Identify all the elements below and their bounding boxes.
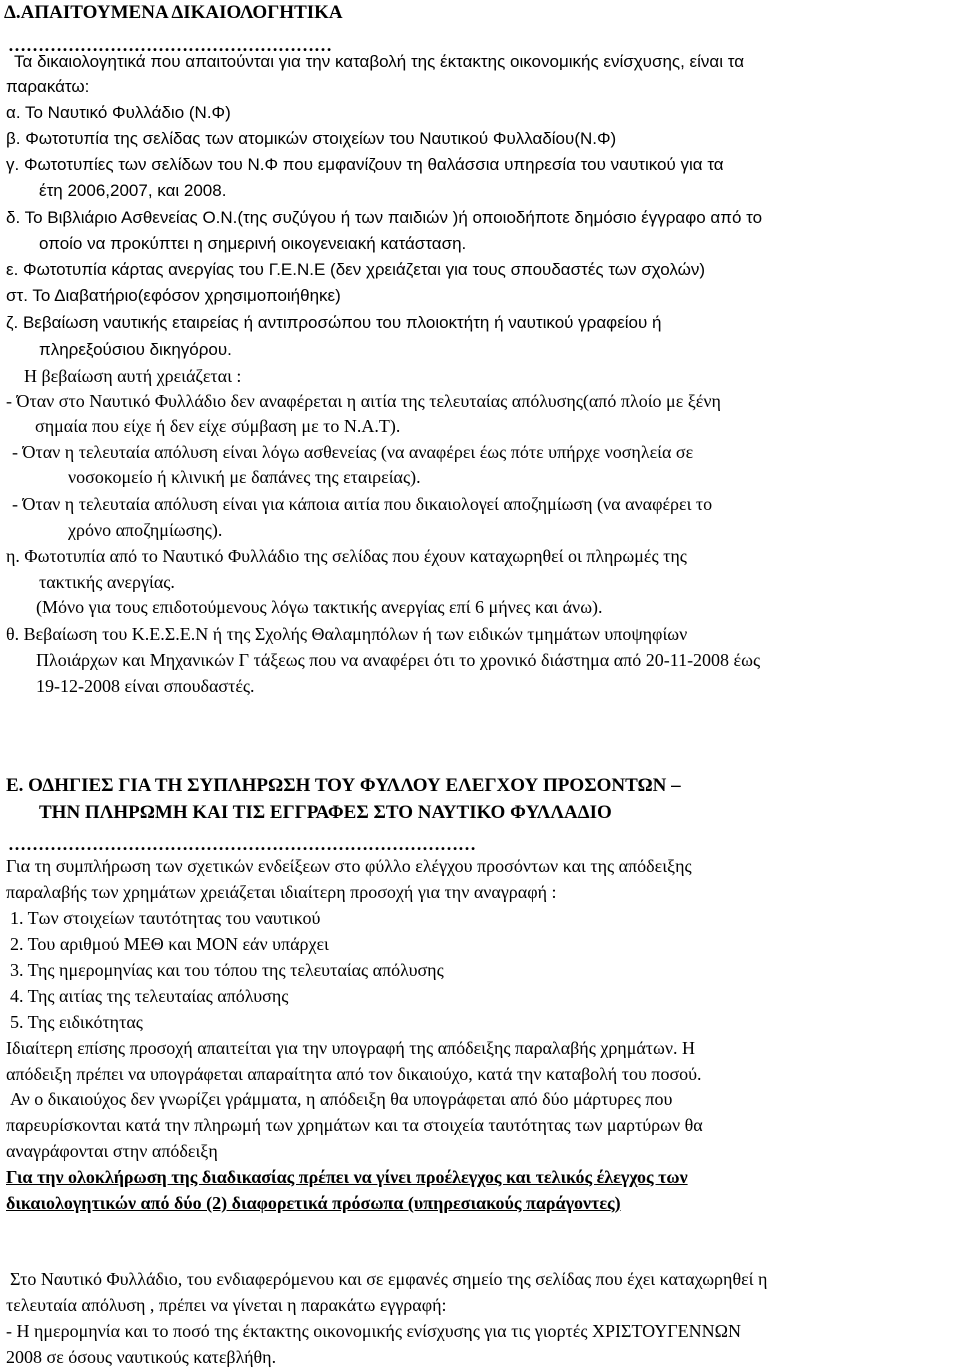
list-item-d: δ. Το Βιβλιάριο Ασθενείας Ο.Ν.(της συζύγου ή των παιδιών )ή οποιοδήποτε δημόσιο έγγραφο από το [6, 208, 763, 227]
list-item-z: ζ. Βεβαίωση ναυτικής εταιρείας ή αντιπροσώπου του πλοιοκτήτη ή ναυτικού γραφείου ή [6, 313, 662, 332]
list-item-th-continuation: Πλοιάρχων και Μηχανικών Γ τάξεως που να αναφέρει ότι το χρονικό διάστημα από 20-11-2008 έως [36, 650, 761, 670]
paragraph-line: Αν ο δικαιούχος δεν γνωρίζει γράμματα, η απόδειξη θα υπογράφεται από δύο μάρτυρες που [10, 1089, 673, 1109]
list-item-z-continuation: πληρεξούσιου δικηγόρου. [39, 340, 232, 359]
paragraph-line: Για τη συμπλήρωση των σχετικών ενδείξεων στο φύλλο ελέγχου προσόντων και της απόδειξης [6, 856, 692, 876]
paragraph-line: αναγράφονται στην απόδειξη [6, 1141, 218, 1161]
list-item-d-continuation: οποίο να προκύπτει η σημερινή οικογενειακή κατάσταση. [39, 234, 467, 253]
list-item-b: β. Φωτοτυπία της σελίδας των ατομικών στοιχείων του Ναυτικού Φυλλαδίου(Ν.Φ) [6, 129, 617, 148]
certificate-note: Η βεβαίωση αυτή χρειάζεται : [24, 366, 242, 386]
dotted-separator: …………………………………………………………………… [8, 834, 476, 854]
paragraph-line: Ιδιαίτερη επίσης προσοχή απαιτείται για την υπογραφή της απόδειξης παραλαβής χρημάτων. Η [6, 1038, 696, 1058]
paragraph-line: παραλαβής των χρημάτων χρειάζεται ιδιαίτερη προσοχή για την αναγραφή : [6, 882, 557, 902]
numbered-item: 3. Της ημερομηνίας και του τόπου της τελευταίας απόλυσης [10, 960, 444, 980]
list-item-h-continuation: τακτικής ανεργίας. [39, 572, 175, 592]
section-d-title: Δ.ΑΠΑΙΤΟΥΜΕΝΑ ΔΙΚΑΙΟΛΟΓΗΤΙΚΑ [4, 2, 343, 23]
paragraph-line: απόδειξη πρέπει να υπογράφεται απαραίτητα από τον δικαιούχο, κατά την καταβολή του ποσού. [6, 1064, 702, 1084]
paragraph-line: 2008 σε όσους ναυτικούς κατεβλήθη. [6, 1347, 277, 1367]
list-item-a: α. Το Ναυτικό Φυλλάδιο (Ν.Φ) [6, 103, 231, 122]
case-line: χρόνο αποζημίωσης). [68, 520, 223, 540]
paragraph-line: παρευρίσκονται κατά την πληρωμή των χρημάτων και τα στοιχεία ταυτότητας των μαρτύρων θα [6, 1115, 703, 1135]
section-e-title-continuation: ΤΗΝ ΠΛΗΡΩΜΗ ΚΑΙ ΤΙΣ ΕΓΓΡΑΦΕΣ ΣΤΟ ΝΑΥΤΙΚΟ ΦΥΛΛΑΔΙΟ [39, 802, 612, 823]
paragraph-line: - Η ημερομηνία και το ποσό της έκτακτης οικονομικής ενίσχυσης για τις γιορτές ΧΡΙΣΤΟΥΓΕΝΝΩΝ [6, 1321, 742, 1341]
numbered-item: 2. Του αριθμού ΜΕΘ και ΜΟΝ εάν υπάρχει [10, 934, 329, 954]
case-line: - Όταν στο Ναυτικό Φυλλάδιο δεν αναφέρεται η αιτία της τελευταίας απόλυσης(από πλοίο με ξένη [6, 391, 721, 411]
paragraph-line: τελευταία απόλυση , πρέπει να γίνεται η παρακάτω εγγραφή: [6, 1295, 447, 1315]
bold-underlined-note: Για την ολοκλήρωση της διαδικασίας πρέπει να γίνει προέλεγχος και τελικός έλεγχος των [6, 1167, 688, 1187]
dotted-separator: ……………………………………………… [8, 35, 332, 55]
list-item-th: θ. Βεβαίωση του Κ.Ε.Σ.Ε.Ν ή της Σχολής Θαλαμηπόλων ή των ειδικών τμημάτων υποψηφίων [6, 624, 688, 644]
section-e-title: Ε. ΟΔΗΓΙΕΣ ΓΙΑ ΤΗ ΣΥΠΛΗΡΩΣΗ ΤΟΥ ΦΥΛΛΟΥ ΕΛΕΓΧΟΥ ΠΡΟΣΟΝΤΩΝ – [6, 775, 681, 796]
case-line: σημαία που είχε ή δεν είχε σύμβαση με το Ν.Α.Τ). [35, 416, 401, 436]
list-item-h-note: (Μόνο για τους επιδοτούμενους λόγω τακτικής ανεργίας επί 6 μήνες και άνω). [36, 597, 603, 617]
intro-line: Τα δικαιολογητικά που απαιτούνται για την καταβολή της έκτακτης οικονομικής ενίσχυσης, είναι τα [14, 52, 745, 71]
list-item-c-continuation: έτη 2006,2007, και 2008. [39, 181, 227, 200]
list-item-h: η. Φωτοτυπία από το Ναυτικό Φυλλάδιο της σελίδας που έχουν καταχωρηθεί οι πληρωμές της [6, 546, 687, 566]
case-line: νοσοκομείο ή κλινική με δαπάνες της εταιρείας). [68, 467, 421, 487]
list-item-e: ε. Φωτοτυπία κάρτας ανεργίας του Γ.Ε.Ν.Ε (δεν χρειάζεται για τους σπουδαστές των σχολών) [6, 260, 706, 279]
list-item-st: στ. Το Διαβατήριο(εφόσον χρησιμοποιήθηκε) [6, 286, 341, 305]
bold-underlined-note: δικαιολογητικών από δύο (2) διαφορετικά πρόσωπα (υπηρεσιακούς παράγοντες) [6, 1193, 621, 1213]
case-line: - Όταν η τελευταία απόλυση είναι λόγω ασθενείας (να αναφέρει έως πότε υπήρχε νοσηλεία σε [12, 442, 694, 462]
paragraph-line: Στο Ναυτικό Φυλλάδιο, του ενδιαφερόμενου και σε εμφανές σημείο της σελίδας που έχει καταχωρηθεί η [10, 1269, 768, 1289]
list-item-th-continuation: 19-12-2008 είναι σπουδαστές. [36, 676, 255, 696]
numbered-item: 4. Της αιτίας της τελευταίας απόλυσης [10, 986, 289, 1006]
numbered-item: 5. Της ειδικότητας [10, 1012, 143, 1032]
case-line: - Όταν η τελευταία απόλυση είναι για κάποια αιτία που δικαιολογεί αποζημίωση (να αναφέρει το [12, 494, 713, 514]
intro-line: παρακάτω: [6, 77, 90, 96]
list-item-c: γ. Φωτοτυπίες των σελίδων του Ν.Φ που εμφανίζουν τη θαλάσσια υπηρεσία του ναυτικού για τα [6, 155, 724, 174]
numbered-item: 1. Των στοιχείων ταυτότητας του ναυτικού [10, 908, 321, 928]
